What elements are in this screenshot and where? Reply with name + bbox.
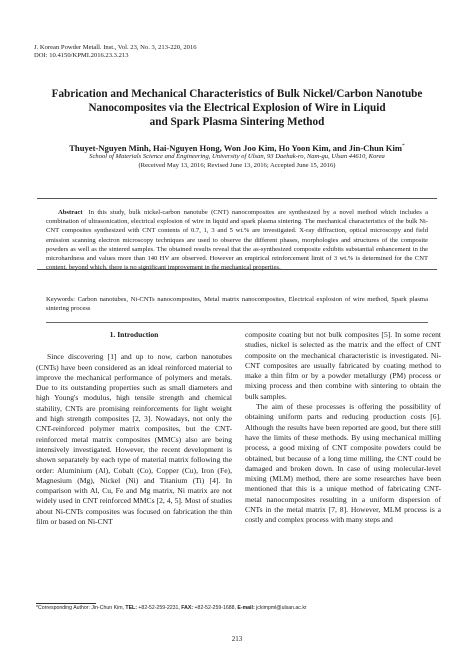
- right-column: [245, 330, 441, 526]
- keywords-text: Carbon nanotubes, Ni-CNTs nanocomposites, Metal matrix nanocomposites, Electrical explosion of wire method, Spark plasma sintering process: [46, 296, 428, 313]
- title-line-3: and Spark Plasma Sintering Method: [149, 116, 325, 129]
- intro-paragraph-left: Since discovering [1] and up to now, carbon nanotubes (CNTs) have been considered as an ideal reinforced material to improve the mechanical performance of polymers and metals. Due to its outstanding properties such as small diameters and high Young's modulus, high tensile strength and chemical stability, CNTs are promising reinforcements for light weight and high strength composites [2, 3]. Nowadays, not only the CNT-reinforced polymer matrix composites, but the CNT-reinforced metal matrix composites (MMCs) also are being intensively investigated. However, the recent development is shown separately by each type of material matrix following the order: Aluminium (Al), Cobalt (Co), Copper (Cu), Iron (Fe), Magnesium (Mg), Nickel (Ni) and Titanium (Ti) [4]. In comparison with Al, Cu, Fe and Mg matrix, Ni matrix are not widely used in CNT reinforced MMCs [2, 4, 5]. Most of studies about Ni-CNTs composites was focused on fabrication the thin film or based on Ni-CNT: [36, 352, 232, 527]
- journal-citation: J. Korean Powder Metall. Inst., Vol. 23, No. 3, 213-220, 2016: [34, 44, 197, 51]
- footnote-divider: [36, 603, 96, 604]
- footnote-author: Jin-Chun Kim,: [91, 605, 124, 611]
- tel-label: TEL:: [125, 605, 137, 611]
- keywords-label: Keywords:: [46, 296, 75, 303]
- page-number: 213: [231, 635, 243, 643]
- title-line-1: Fabrication and Mechanical Characteristics of Bulk Nickel/Carbon Nanotube: [51, 88, 423, 100]
- paper-title: [20, 87, 454, 130]
- corresponding-mark: *: [402, 143, 405, 149]
- abstract: [46, 208, 428, 272]
- keywords: [46, 295, 428, 313]
- left-column: [36, 330, 232, 527]
- author-list: [20, 141, 454, 154]
- journal-header: [34, 44, 197, 61]
- intro-paragraph-right-1: composite coating but not bulk composites [5]. In some recent studies, nickel is selected as the matrix and the effect of CNT composite on the mechanical characteristic is investigated. Ni-CNT composites are usually fabricated by coating method to make a thin film or by a powder metallurgy (PM) process or mixing process and then combine with sintering to obtain the bulk samples.: [245, 330, 441, 401]
- received-dates: (Received May 13, 2016; Revised June 13, 2016; Accepted June 15, 2016): [138, 162, 336, 169]
- footnote-label: *Corresponding Author:: [36, 605, 90, 611]
- title-line-2: Nanocomposites via the Electrical Explosion of Wire in Liquid: [88, 102, 386, 115]
- doi-line: DOI: 10.4150/KPMI.2016.23.3.213: [34, 52, 129, 60]
- affiliation: School of Materials Science and Engineering, University of Ulsan, 93 Daehak-ro, Nam-gu, Ulsan 44610, Korea: [89, 153, 385, 160]
- intro-paragraph-right-2: The aim of these processes is offering the possibility of obtaining uniform parts and reducing production costs [6]. Although the results have been reported are good, but there still have the limits of these methods. By using mechanical milling process, a good mixing of CNT composite powders could be obtained, but because of a long time milling, the CNT could be damaged and broken down. In case of using molecular-level mixing (MLM) method, there are some researches have been mentioned that this is a unique method of fabricating CNT-metal nanocomposites resulting in a uniform dispersion of CNTs in the metal matrix [7, 8]. However, MLM process is a costly and complex process with many steps and: [245, 402, 441, 525]
- email-label: E-mail:: [237, 605, 255, 611]
- section-heading: 1. Introduction: [109, 330, 159, 339]
- email-address: jckimpml@ulsan.ac.kr: [256, 605, 307, 611]
- corresponding-author-footnote: [36, 605, 307, 612]
- abstract-label: Abstract: [58, 209, 83, 216]
- fax-label: FAX:: [181, 605, 194, 611]
- author-names: Thuyet-Nguyen Minh, Hai-Nguyen Hong, Won Joo Kim, Ho Yoon Kim, and Jin-Chun Kim: [69, 142, 403, 153]
- tel-number: +82-52-259-2231,: [138, 605, 180, 611]
- divider: [46, 322, 428, 323]
- fax-number: +82-52-259-1688,: [194, 605, 236, 611]
- abstract-text: In this study, bulk nickel-carbon nanotube (CNT) nanocomposites are synthesized by a novel method which includes a combination of ultrasonication, electrical explosion of wire in liquid and spark plasma sintering. The mechanical characteristics of the bulk Ni-CNT composites synthesized with CNT contents of 0.7, 1, 3 and 5 wt.% are investigated. X-ray diffraction, optical microscopy and field emission scanning electron microscopy techniques are used to observe the different phases, morphologies and structures of the composite powders as well as the sintered samples. The obtained results reveal that the as-synthesized composite exhibits substantial enhancement in the microhardness and values more than 140 HV are observed. However an empirical reinforcement limit of 3 wt.% is determined for the CNT content, beyond which, there is no significant improvement in the mechanical properties.: [46, 209, 428, 272]
